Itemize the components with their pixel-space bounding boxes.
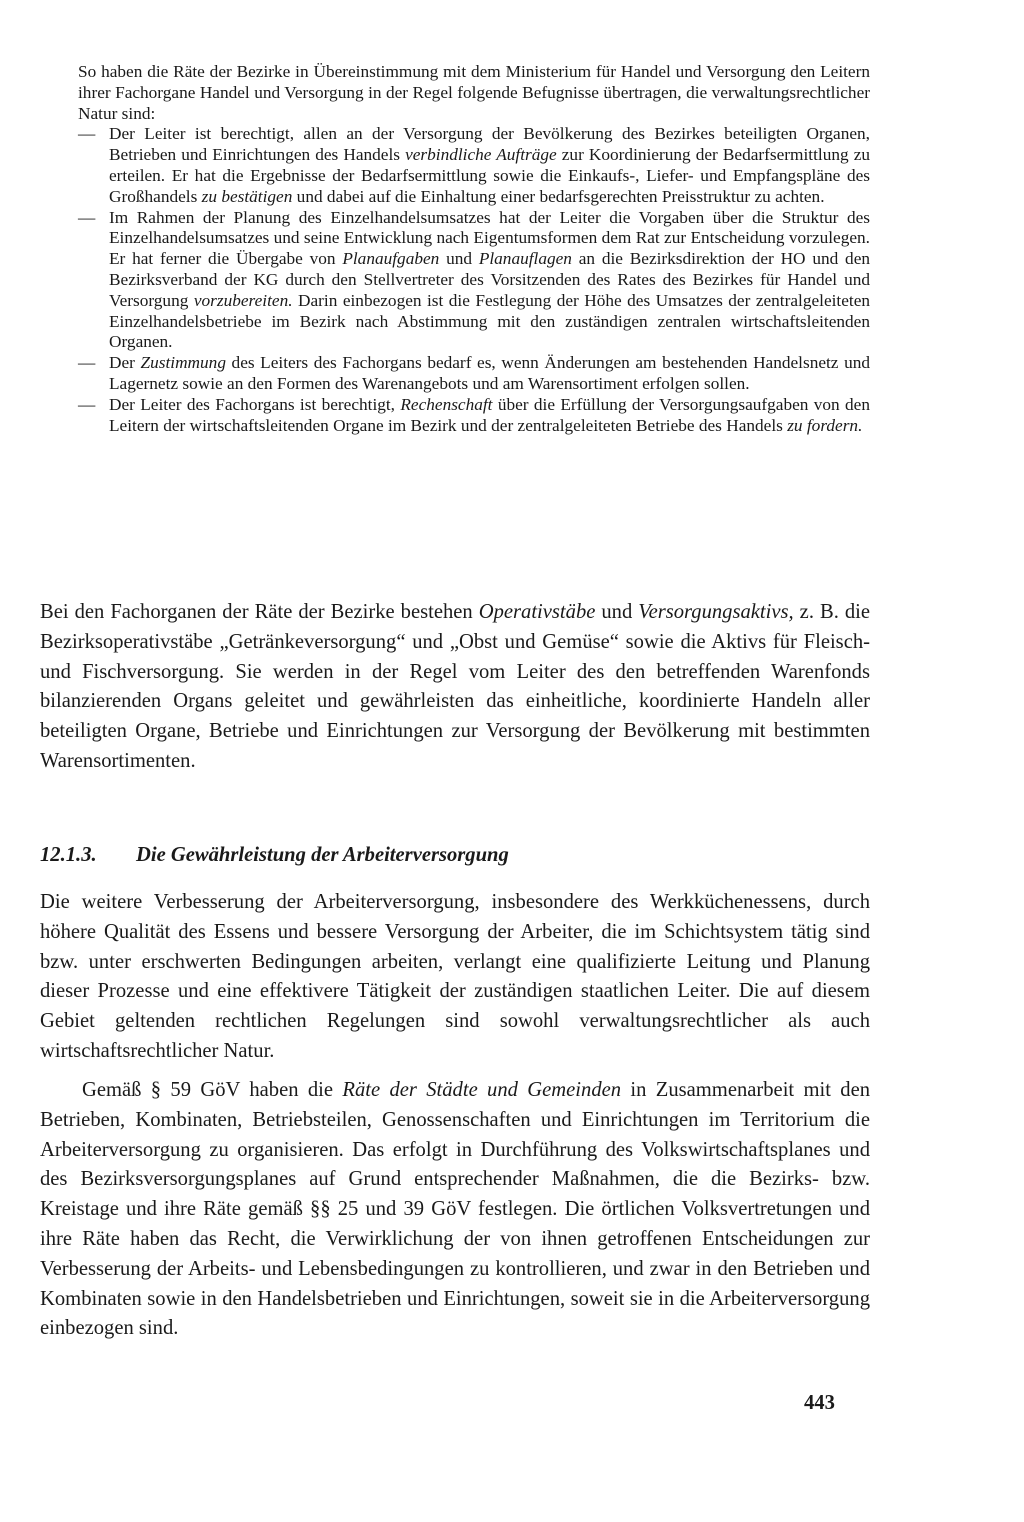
emphasis-text: Zustimmung	[140, 353, 226, 373]
emphasis-text: Versorgungsaktivs,	[638, 601, 794, 623]
emphasis-text: Planaufgaben	[342, 249, 440, 269]
emphasis-text: verbindliche Aufträge	[405, 145, 557, 165]
intro-paragraph: So haben die Räte der Bezirke in Übereinstimmung mit dem Ministerium für Handel und Versorgung den Leitern ihrer Fachorgane Handel und Versorgung in der Regel folgende Befugnisse übertragen, die verwaltungsrechtlicher Natur sind:	[78, 62, 870, 123]
emphasis-text: zu fordern.	[787, 415, 863, 435]
emphasis-text: zu bestätigen	[201, 186, 293, 206]
list-item-text: und dabei auf die Einhaltung einer bedarfsgerechten Preisstruktur zu achten.	[292, 186, 825, 206]
authority-list	[78, 124, 870, 436]
section-heading	[40, 842, 870, 868]
operativstaebe-paragraph	[40, 598, 870, 777]
list-item-text: zur Koordinierung der Bedarfsermittlung zu erteilen. Er hat die Ergebnisse der Bedarfsermittlung sowie die Einkaufs-, Liefer- und Empfangspläne des Großhandels	[109, 145, 871, 206]
list-item-text: Im Rahmen der Planung des Einzelhandelsumsatzes hat der Leiter die Vorgaben über die Struktur des Einzelhandelsumsatzes und seine Entwicklung nach Eigentumsformen dem Rat zur Entscheidung vorzulegen. Er hat ferner die Übergabe von	[109, 207, 870, 269]
list-item-text: an die Bezirksdirektion der HO und den Bezirksverband der KG durch den Stellvertreter des Vorsitzenden des Rates des Bezirkes für Handel und Versorgung	[109, 249, 870, 310]
arbeiterversorgung-paragraph: Die weitere Verbesserung der Arbeiterversorgung, insbesondere des Werkküchenessens, durch höhere Qualität des Essens und bessere Versorgung der Arbeiter, die im Schichtsystem tätig sind bzw. unter erschwerten Bedingungen arbeiten, verlangt eine qualifizierte Leitung und Planung dieser Prozesse und eine effektivere Tätigkeit der zuständigen staatlichen Leiter. Die auf diesem Gebiet geltenden rechtlichen Regelungen sind sowohl verwaltungsrechtlicher als auch wirtschaftsrechtlicher Natur.	[40, 891, 870, 1062]
list-item-text: Der Leiter des Fachorgans ist berechtigt,	[109, 394, 401, 414]
paragraph-text: Bei den Fachorganen der Räte der Bezirke bestehen	[40, 601, 479, 623]
dash-bullet: —	[78, 353, 96, 373]
list-item-text: Der Leiter ist berechtigt, allen an der Versorgung der Bevölkerung des Bezirkes beteiligten Organen, Betrieben und Einrichtungen des Handels	[109, 124, 870, 165]
paragraph-text: in Zusammenarbeit mit den Betrieben, Kombinaten, Betriebsteilen, Genossenschaften und Einrichtungen im Territorium die Arbeiterversorgung zu organisieren. Das erfolgt in Durchführung des Volkswirtschaftsplanes und des Bezirksversorgungsplanes auf Grund entsprechender Maßnahmen, die die Bezirks- bzw. Kreistage und ihre Räte gemäß §§ 25 und 39 GöV festlegen. Die örtlichen Volksvertretungen und ihre Räte haben das Recht, die Verwirklichung der von ihnen getroffenen Entscheidungen zur Verbesserung der Arbeits- und Lebensbedingungen zu kontrollieren, und zwar in den Betrieben und Kombinaten sowie in den Handelsbetrieben und Einrichtungen, soweit sie in die Arbeiterversorgung einbezogen sind.	[40, 1079, 871, 1340]
goev-paragraph	[40, 1076, 870, 1344]
paragraph-text: z. B. die Bezirksoperativstäbe „Getränkeversorgung“ und „Obst und Gemüse“ sowie die Aktivs für Fleisch- und Fischversorgung. Sie werden in der Regel vom Leiter des den betreffenden Warenfonds bilanzierenden Organs geleitet und gewährleisten das einheitliche, koordinierte Handeln aller beteiligten Organe, Betriebe und Einrichtungen zur Versorgung der Bevölkerung mit bestimmten Warensortimenten.	[40, 601, 871, 772]
list-item-text: über die Erfüllung der Versorgungsaufgaben von den Leitern der wirtschaftsleitenden Organe im Bezirk und der zentralgeleiteten Betriebe des Handels	[109, 394, 870, 435]
list-item	[78, 395, 870, 437]
emphasis-text: Operativstäbe	[478, 601, 596, 623]
small-print-section	[78, 62, 870, 436]
paragraph-text: Gemäß § 59 GöV haben die	[82, 1079, 343, 1101]
emphasis-text: Räte der Städte und Gemeinden	[342, 1079, 622, 1101]
paragraph-text: und	[595, 601, 639, 623]
emphasis-text: Planauflagen	[478, 249, 572, 269]
page-number: 443	[804, 1392, 835, 1414]
list-item-text: und	[439, 249, 479, 269]
dash-bullet: —	[78, 207, 96, 227]
emphasis-text: vorzubereiten.	[193, 290, 293, 310]
list-item-text: des Leiters des Fachorgans bedarf es, wenn Änderungen am bestehenden Handelsnetz und Lagernetz sowie an den Formen des Warenangebots und am Warensortiment erfolgen sollen.	[109, 353, 870, 393]
list-item-text: Darin einbezogen ist die Festlegung der Höhe des Umsatzes der zentralgeleiteten Einzelhandelsbetriebe im Bezirk nach Abstimmung mit den zuständigen zentralen wirtschaftsleitenden Organen.	[109, 290, 871, 352]
list-item	[78, 208, 870, 354]
section-number: 12.1.3.	[40, 844, 97, 866]
dash-bullet: —	[78, 394, 96, 414]
list-item-text: Der	[109, 353, 141, 373]
dash-bullet: —	[78, 124, 96, 144]
list-item	[78, 124, 870, 207]
emphasis-text: Rechenschaft	[400, 394, 493, 414]
section-title: Die Gewährleistung der Arbeiterversorgung	[136, 844, 509, 866]
list-item	[78, 353, 870, 395]
